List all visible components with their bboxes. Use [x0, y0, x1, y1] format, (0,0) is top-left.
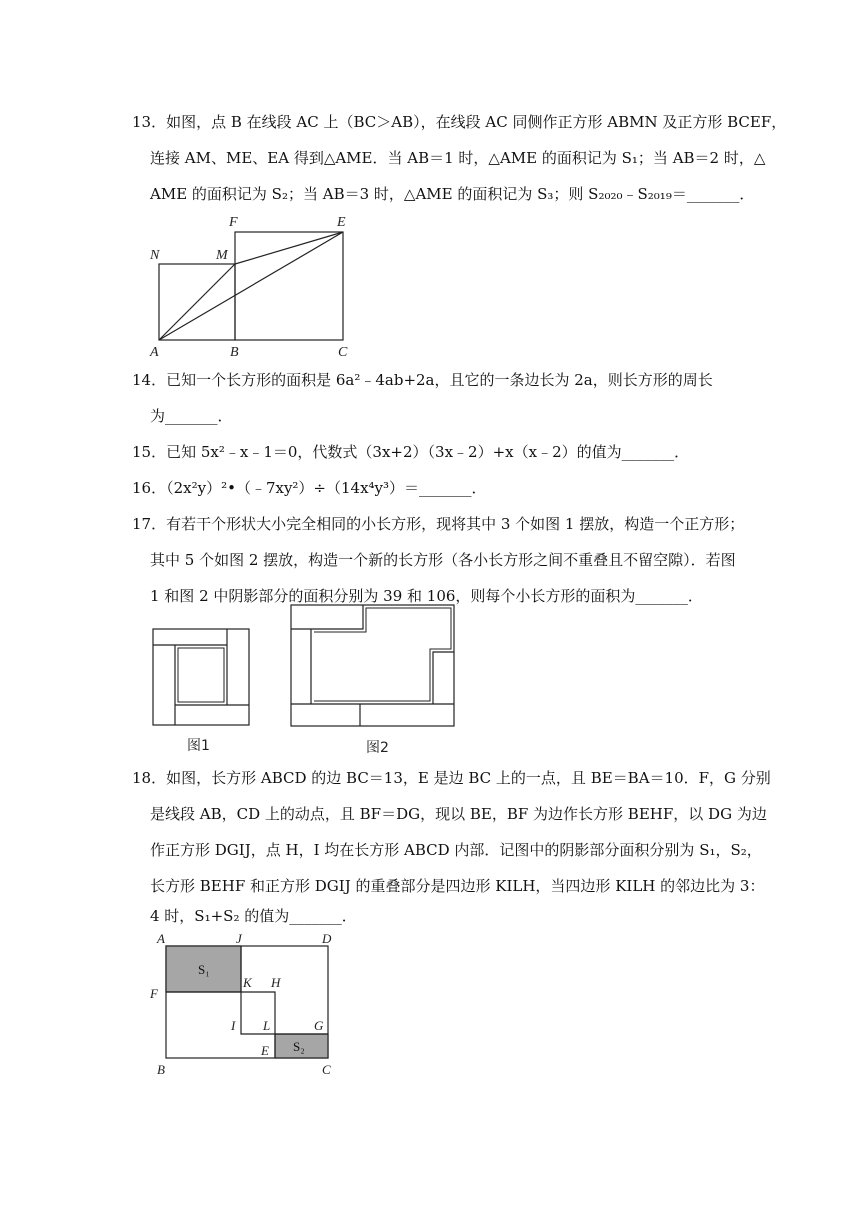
label-a-18: A [157, 931, 165, 946]
label-i: I [231, 1018, 236, 1033]
label-b-18: B [157, 1062, 165, 1077]
rectangle-behf-edges [166, 992, 275, 1058]
label-h: H [271, 975, 281, 990]
label-a: A [150, 345, 159, 360]
label-e: E [337, 215, 346, 230]
question-18-figure [150, 928, 350, 1078]
question-17-figure-2 [288, 602, 458, 758]
question-18-line-5: 4 时，S₁+S₂ 的值为_______． [150, 907, 357, 925]
label-s1: S₁ [198, 962, 210, 977]
label-d: D [322, 931, 332, 946]
question-14-line-1: 14．已知一个长方形的面积是 6a²﹣4ab+2a，且它的一条边长为 2a，则长方形的周长 [132, 371, 713, 389]
shaded-region-1 [178, 648, 224, 702]
question-15-line-1: 15．已知 5x²﹣x﹣1＝0，代数式（3x+2）（3x﹣2）+x（x﹣2）的值为_______． [132, 443, 690, 461]
label-m: M [216, 248, 228, 263]
figure-1-caption: 图1 [187, 738, 210, 754]
label-f-18: F [150, 986, 158, 1001]
question-17-line-2: 其中 5 个如图 2 摆放，构造一个新的长方形（各小长方形之间不重叠且不留空隙）．若图 [150, 551, 736, 569]
question-18-line-2: 是线段 AB，CD 上的动点，且 BF＝DG，现以 BE，BF 为边作长方形 BEHF，以 DG 为边 [150, 805, 767, 823]
label-n: N [150, 248, 160, 263]
segment-me [235, 232, 343, 264]
label-f: F [229, 215, 238, 230]
question-13-line-3: AME 的面积记为 S₂；当 AB＝3 时，△AME 的面积记为 S₃；则 S₂₀₂₀﹣S₂₀₁₉＝_______． [150, 185, 755, 203]
label-j: J [236, 931, 242, 946]
question-18-line-4: 长方形 BEHF 和正方形 DGIJ 的重叠部分是四边形 KILH，当四边形 KILH 的邻边比为 3： [150, 877, 765, 895]
question-13-line-2: 连接 AM、ME、EA 得到△AME．当 AB＝1 时，△AME 的面积记为 S₁；当 AB＝2 时，△ [150, 149, 766, 167]
outer-square [153, 629, 249, 725]
question-18-line-3: 作正方形 DGIJ，点 H，I 均在长方形 ABCD 内部．记图中的阴影部分面积分别为 S₁，S₂， [150, 841, 762, 859]
label-k: K [243, 975, 252, 990]
question-16-line-1: 16．（2x²y）²•（﹣7xy²）÷（14x⁴y³）＝_______． [132, 479, 487, 497]
label-l: L [263, 1018, 271, 1033]
question-13-line-1: 13．如图，点 B 在线段 AC 上（BC＞AB），在线段 AC 同侧作正方形 ABMN 及正方形 BCEF， [132, 113, 787, 131]
label-g: G [314, 1018, 324, 1033]
question-17-line-1: 17．有若干个形状大小完全相同的小长方形，现将其中 3 个如图 1 摆放，构造一个正方形； [132, 515, 745, 533]
label-e-18: E [261, 1043, 269, 1058]
segment-ea [159, 232, 343, 340]
label-s2: S₂ [293, 1039, 305, 1054]
figure-2-caption: 图2 [366, 740, 389, 756]
label-c-18: C [322, 1062, 331, 1077]
question-17-line-3: 1 和图 2 中阴影部分的面积分别为 39 和 106，则每个小长方形的面积为_______． [150, 587, 703, 605]
question-13-figure [140, 208, 370, 360]
shaded-region-2 [314, 608, 451, 701]
question-14-line-2: 为_______． [150, 407, 233, 425]
question-18-line-1: 18．如图，长方形 ABCD 的边 BC＝13，E 是边 BC 上的一点，且 BE＝BA＝10．F，G 分别 [132, 769, 771, 787]
label-b: B [230, 345, 239, 360]
question-17-figure-1 [150, 626, 252, 758]
label-c: C [338, 345, 348, 360]
